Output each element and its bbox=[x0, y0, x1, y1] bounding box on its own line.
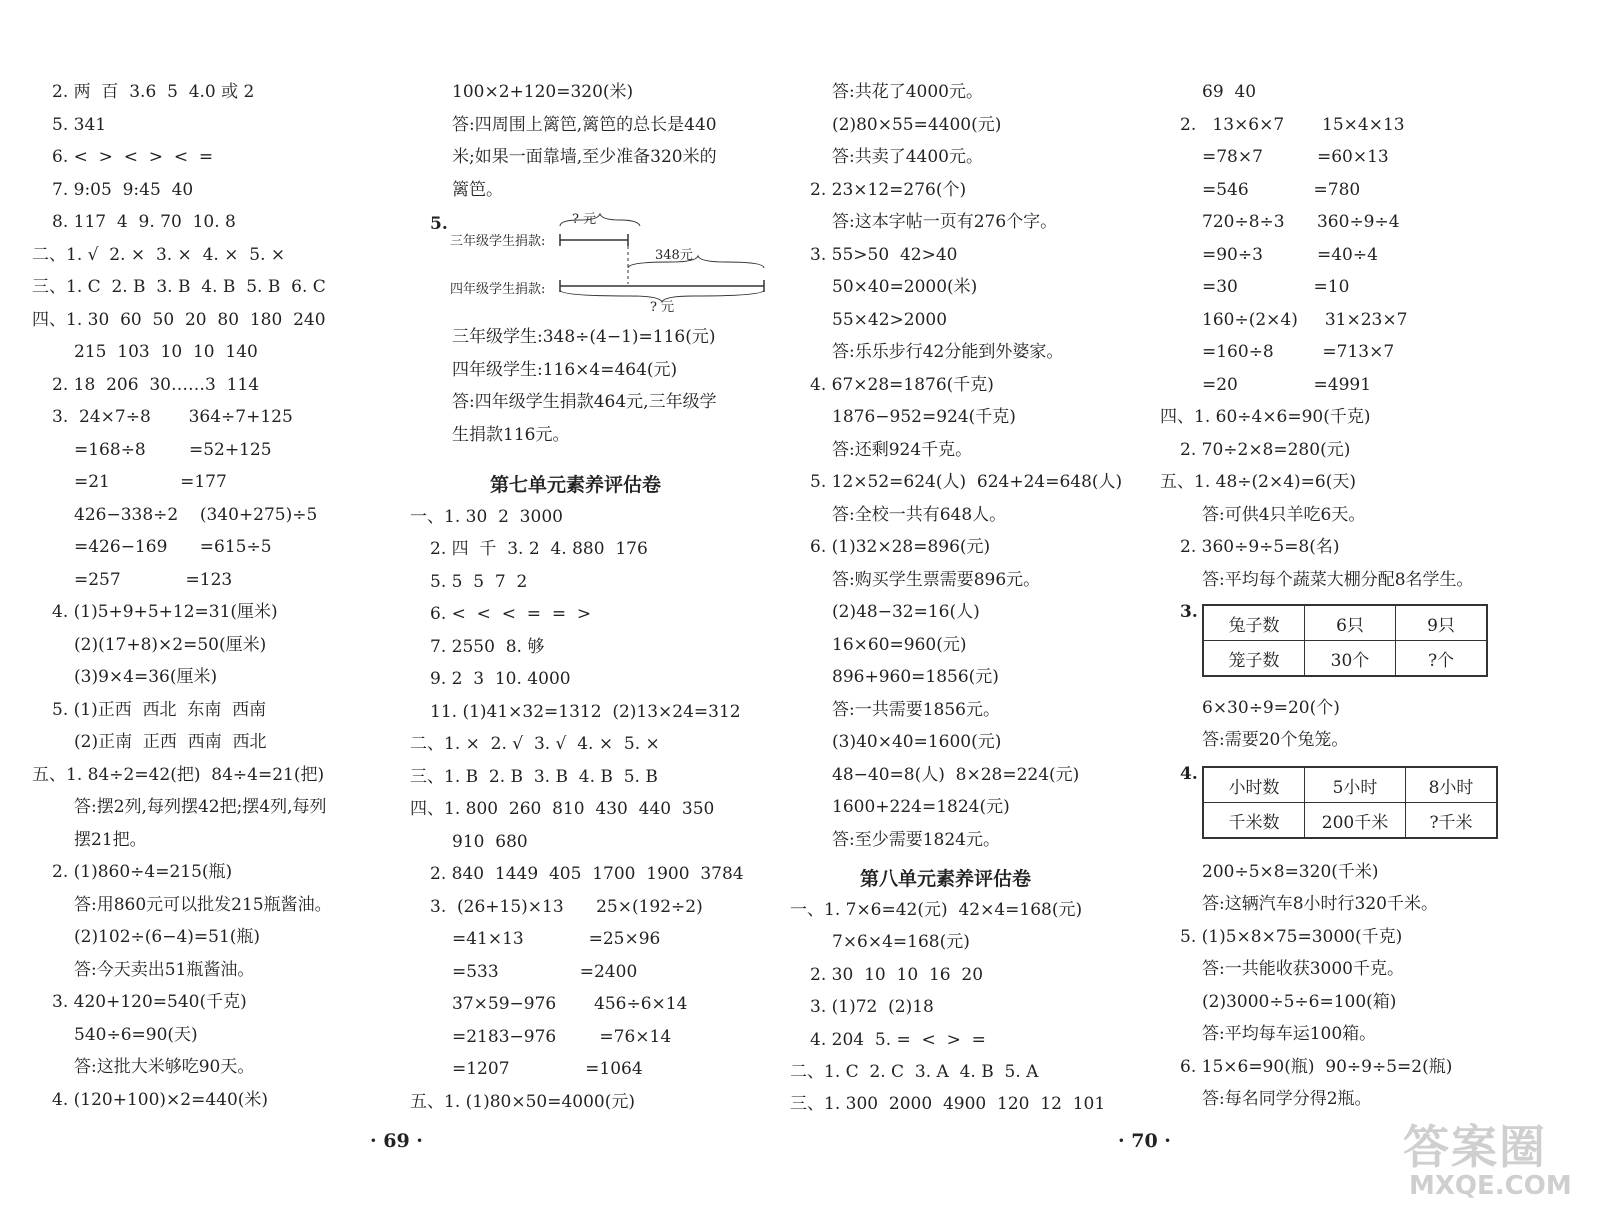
answer-line: 答:平均每个蔬菜大棚分配8名学生。 bbox=[1202, 570, 1474, 590]
line-segment-diagram bbox=[430, 204, 780, 314]
answer-line: 三年级学生:348÷(4−1)=116(元) bbox=[452, 327, 716, 347]
answer-line: 1876−952=924(千克) bbox=[832, 407, 1016, 427]
answer-line: 答:共花了4000元。 bbox=[832, 82, 983, 102]
answer-line: 720÷8÷3 360÷9÷4 bbox=[1202, 212, 1400, 232]
answer-line: 答:乐乐步行42分能到外婆家。 bbox=[832, 342, 1064, 362]
answer-line: (2)3000÷5÷6=100(箱) bbox=[1202, 992, 1397, 1012]
diagram-label: ? 元 bbox=[572, 212, 597, 227]
answer-line: =21 =177 bbox=[74, 472, 227, 492]
answer-line: 四、1. 30 60 50 20 80 180 240 bbox=[32, 310, 326, 330]
answer-line: 4. 204 5. = < > = bbox=[810, 1030, 986, 1050]
answer-line: 摆21把。 bbox=[74, 830, 147, 850]
answer-line: 160÷(2×4) 31×23×7 bbox=[1202, 310, 1408, 330]
table-cell: ?千米 bbox=[1406, 803, 1498, 839]
answer-line: 7. 9:05 9:45 40 bbox=[52, 180, 194, 200]
distance-table bbox=[1202, 766, 1498, 839]
rabbit-table bbox=[1202, 604, 1488, 677]
section-heading: 第七单元素养评估卷 bbox=[490, 474, 662, 496]
answer-line: 答:这批大米够吃90天。 bbox=[74, 1057, 255, 1077]
answer-line: 7×6×4=168(元) bbox=[832, 932, 970, 952]
answer-line: =160÷8 =713×7 bbox=[1202, 342, 1395, 362]
answer-line: 答:今天卖出51瓶酱油。 bbox=[74, 960, 255, 980]
answer-line: 426−338÷2 (340+275)÷5 bbox=[74, 505, 318, 525]
answer-line: 五、1. (1)80×50=4000(元) bbox=[410, 1092, 635, 1112]
answer-line: 5. (1)5×8×75=3000(千克) bbox=[1180, 927, 1403, 947]
table-row bbox=[1203, 641, 1487, 677]
answer-line: 答:每名同学分得2瓶。 bbox=[1202, 1089, 1372, 1109]
answer-line: 答:共卖了4400元。 bbox=[832, 147, 983, 167]
answer-line: 2. (1)860÷4=215(瓶) bbox=[52, 862, 233, 882]
answer-line: 2. 18 206 30……3 114 bbox=[52, 375, 260, 395]
answer-line: 2. 23×12=276(个) bbox=[810, 180, 967, 200]
answer-line: (3)40×40=1600(元) bbox=[832, 732, 1002, 752]
diagram-label: 348元 bbox=[655, 248, 693, 263]
answer-line: 7. 2550 8. 够 bbox=[430, 637, 545, 657]
answer-line: 1600+224=1824(元) bbox=[832, 797, 1010, 817]
answer-line: 5. 12×52=624(人) 624+24=648(人) bbox=[810, 472, 1123, 492]
watermark-logo bbox=[1403, 1111, 1588, 1206]
answer-line: 米;如果一面靠墙,至少准备320米的 bbox=[452, 147, 717, 167]
answer-line: 答:购买学生票需要896元。 bbox=[832, 570, 1041, 590]
answer-line: 四、1. 800 260 810 430 440 350 bbox=[410, 799, 715, 819]
answer-line: 5. 341 bbox=[52, 115, 107, 135]
answer-line: 3. 24×7÷8 364÷7+125 bbox=[52, 407, 293, 427]
answer-line: 3. (1)72 (2)18 bbox=[810, 997, 934, 1017]
table-cell: 兔子数 bbox=[1203, 605, 1305, 641]
answer-line: 896+960=1856(元) bbox=[832, 667, 999, 687]
table-cell: 小时数 bbox=[1203, 767, 1305, 803]
answer-line: 答:这本字帖一页有276个字。 bbox=[832, 212, 1058, 232]
answer-line: (3)9×4=36(厘米) bbox=[74, 667, 218, 687]
answer-line: 69 40 bbox=[1202, 82, 1257, 102]
answer-line: 一、1. 30 2 3000 bbox=[410, 507, 563, 527]
answer-line: 4. (1)5+9+5+12=31(厘米) bbox=[52, 602, 278, 622]
table-cell: 5小时 bbox=[1305, 767, 1406, 803]
diagram-label: 三年级学生捐款: bbox=[450, 234, 546, 249]
answer-line: 6. (1)32×28=896(元) bbox=[810, 537, 991, 557]
answer-line: 篱笆。 bbox=[452, 180, 503, 200]
answer-line: =30 =10 bbox=[1202, 277, 1350, 297]
answer-line: 生捐款116元。 bbox=[452, 425, 570, 445]
answer-line: =2183−976 =76×14 bbox=[452, 1027, 672, 1047]
answer-line: 8. 117 4 9. 70 10. 8 bbox=[52, 212, 236, 232]
answer-line: 答:一共能收获3000千克。 bbox=[1202, 959, 1404, 979]
table-cell: 8小时 bbox=[1406, 767, 1498, 803]
answer-line: 215 103 10 10 140 bbox=[74, 342, 258, 362]
watermark-logo-text: 答案圈 bbox=[1403, 1120, 1547, 1174]
answer-line: 3. (26+15)×13 25×(192÷2) bbox=[430, 897, 703, 917]
answer-line: 三、1. C 2. B 3. B 4. B 5. B 6. C bbox=[32, 277, 326, 297]
answer-line: =41×13 =25×96 bbox=[452, 929, 661, 949]
answer-line: 答:四年级学生捐款464元,三年级学 bbox=[452, 392, 717, 412]
table-cell: 30个 bbox=[1305, 641, 1396, 677]
answer-line: (2)48−32=16(人) bbox=[832, 602, 980, 622]
section-heading: 第八单元素养评估卷 bbox=[860, 868, 1032, 890]
answer-line: =20 =4991 bbox=[1202, 375, 1372, 395]
answer-line: 四年级学生:116×4=464(元) bbox=[452, 360, 678, 380]
question-number: 4. bbox=[1180, 764, 1198, 784]
table-cell: 6只 bbox=[1305, 605, 1396, 641]
answer-line: 二、1. √ 2. × 3. × 4. × 5. × bbox=[32, 245, 286, 265]
answer-line: 答:一共需要1856元。 bbox=[832, 700, 1000, 720]
answer-line: 11. (1)41×32=1312 (2)13×24=312 bbox=[430, 702, 741, 722]
answer-line: 三、1. B 2. B 3. B 4. B 5. B bbox=[410, 767, 658, 787]
answer-line: 二、1. × 2. √ 3. √ 4. × 5. × bbox=[410, 734, 660, 754]
answer-line: (2)102÷(6−4)=51(瓶) bbox=[74, 927, 261, 947]
page-number-right: · 70 · bbox=[1118, 1130, 1171, 1152]
answer-line: 答:至少需要1824元。 bbox=[832, 830, 1000, 850]
answer-line: 6×30÷9=20(个) bbox=[1202, 698, 1340, 718]
answer-line: 答:摆2列,每列摆42把;摆4列,每列 bbox=[74, 797, 327, 817]
answer-line: =168÷8 =52+125 bbox=[74, 440, 272, 460]
answer-line: 6. < < < = = > bbox=[430, 604, 592, 624]
answer-line: 910 680 bbox=[452, 832, 528, 852]
table-row bbox=[1203, 803, 1497, 839]
answer-line: 5. (1)正西 西北 东南 西南 bbox=[52, 700, 267, 720]
answer-line: 2. 70÷2×8=280(元) bbox=[1180, 440, 1351, 460]
answer-line: 55×42>2000 bbox=[832, 310, 948, 330]
answer-line: 一、1. 7×6=42(元) 42×4=168(元) bbox=[790, 900, 1083, 920]
answer-line: (2)(17+8)×2=50(厘米) bbox=[74, 635, 267, 655]
table-cell: ?个 bbox=[1396, 641, 1488, 677]
answer-line: 3. 55>50 42>40 bbox=[810, 245, 958, 265]
answer-line: =546 =780 bbox=[1202, 180, 1361, 200]
answer-line: =90÷3 =40÷4 bbox=[1202, 245, 1378, 265]
answer-line: 五、1. 48÷(2×4)=6(天) bbox=[1160, 472, 1356, 492]
answer-line: (2)80×55=4400(元) bbox=[832, 115, 1002, 135]
answer-line: 答:四周围上篱笆,篱笆的总长是440 bbox=[452, 115, 717, 135]
answer-line: 二、1. C 2. C 3. A 4. B 5. A bbox=[790, 1062, 1039, 1082]
table-cell: 千米数 bbox=[1203, 803, 1305, 839]
answer-line: =533 =2400 bbox=[452, 962, 638, 982]
answer-line: 答:这辆汽车8小时行320千米。 bbox=[1202, 894, 1438, 914]
answer-line: 五、1. 84÷2=42(把) 84÷4=21(把) bbox=[32, 765, 325, 785]
answer-line: 答:平均每车运100箱。 bbox=[1202, 1024, 1377, 1044]
answer-line: 4. 67×28=1876(千克) bbox=[810, 375, 994, 395]
table-row bbox=[1203, 767, 1497, 803]
answer-line: 48−40=8(人) 8×28=224(元) bbox=[832, 765, 1080, 785]
answer-line: (2)正南 正西 西南 西北 bbox=[74, 732, 267, 752]
answer-line: 答:用860元可以批发215瓶酱油。 bbox=[74, 895, 332, 915]
table-row bbox=[1203, 605, 1487, 641]
answer-line: 4. (120+100)×2=440(米) bbox=[52, 1090, 269, 1110]
diagram-lines bbox=[430, 204, 780, 314]
diagram-label: 四年级学生捐款: bbox=[450, 282, 546, 297]
answer-line: 三、1. 300 2000 4900 120 12 101 bbox=[790, 1094, 1106, 1114]
table-cell: 200千米 bbox=[1305, 803, 1406, 839]
answer-line: 2. 13×6×7 15×4×13 bbox=[1180, 115, 1405, 135]
answer-line: 5. 5 5 7 2 bbox=[430, 572, 528, 592]
answer-line: =257 =123 bbox=[74, 570, 233, 590]
answer-line: 四、1. 60÷4×6=90(千克) bbox=[1160, 407, 1371, 427]
answer-line: 2. 30 10 10 16 20 bbox=[810, 965, 984, 985]
answer-line: 200÷5×8=320(千米) bbox=[1202, 862, 1379, 882]
answer-line: 9. 2 3 10. 4000 bbox=[430, 669, 571, 689]
answer-line: 答:需要20个兔笼。 bbox=[1202, 730, 1349, 750]
answer-line: 50×40=2000(米) bbox=[832, 277, 978, 297]
answer-line: 2. 360÷9÷5=8(名) bbox=[1180, 537, 1340, 557]
answer-line: =1207 =1064 bbox=[452, 1059, 643, 1079]
diagram-label: ? 元 bbox=[650, 300, 675, 315]
answer-line: 37×59−976 456÷6×14 bbox=[452, 994, 688, 1014]
answer-line: 6. 15×6=90(瓶) 90÷9÷5=2(瓶) bbox=[1180, 1057, 1453, 1077]
answer-line: 16×60=960(元) bbox=[832, 635, 967, 655]
answer-line: 540÷6=90(天) bbox=[74, 1025, 198, 1045]
answer-line: 2. 两 百 3.6 5 4.0 或 2 bbox=[52, 82, 255, 102]
answer-line: 6. < > < > < = bbox=[52, 147, 214, 167]
page-number-left: · 69 · bbox=[370, 1130, 423, 1152]
answer-line: 2. 840 1449 405 1700 1900 3784 bbox=[430, 864, 744, 884]
question-number: 5. bbox=[430, 214, 448, 234]
answer-line: =426−169 =615÷5 bbox=[74, 537, 272, 557]
answer-line: 3. 420+120=540(千克) bbox=[52, 992, 247, 1012]
question-number: 3. bbox=[1180, 602, 1198, 622]
table-cell: 9只 bbox=[1396, 605, 1488, 641]
table-cell: 笼子数 bbox=[1203, 641, 1305, 677]
answer-line: 2. 四 千 3. 2 4. 880 176 bbox=[430, 539, 648, 559]
answer-line: 100×2+120=320(米) bbox=[452, 82, 634, 102]
answer-line: =78×7 =60×13 bbox=[1202, 147, 1389, 167]
answer-line: 答:可供4只羊吃6天。 bbox=[1202, 505, 1366, 525]
answer-line: 答:还剩924千克。 bbox=[832, 440, 973, 460]
answer-line: 答:全校一共有648人。 bbox=[832, 505, 1007, 525]
watermark-site: MXQE.COM bbox=[1409, 1171, 1572, 1201]
